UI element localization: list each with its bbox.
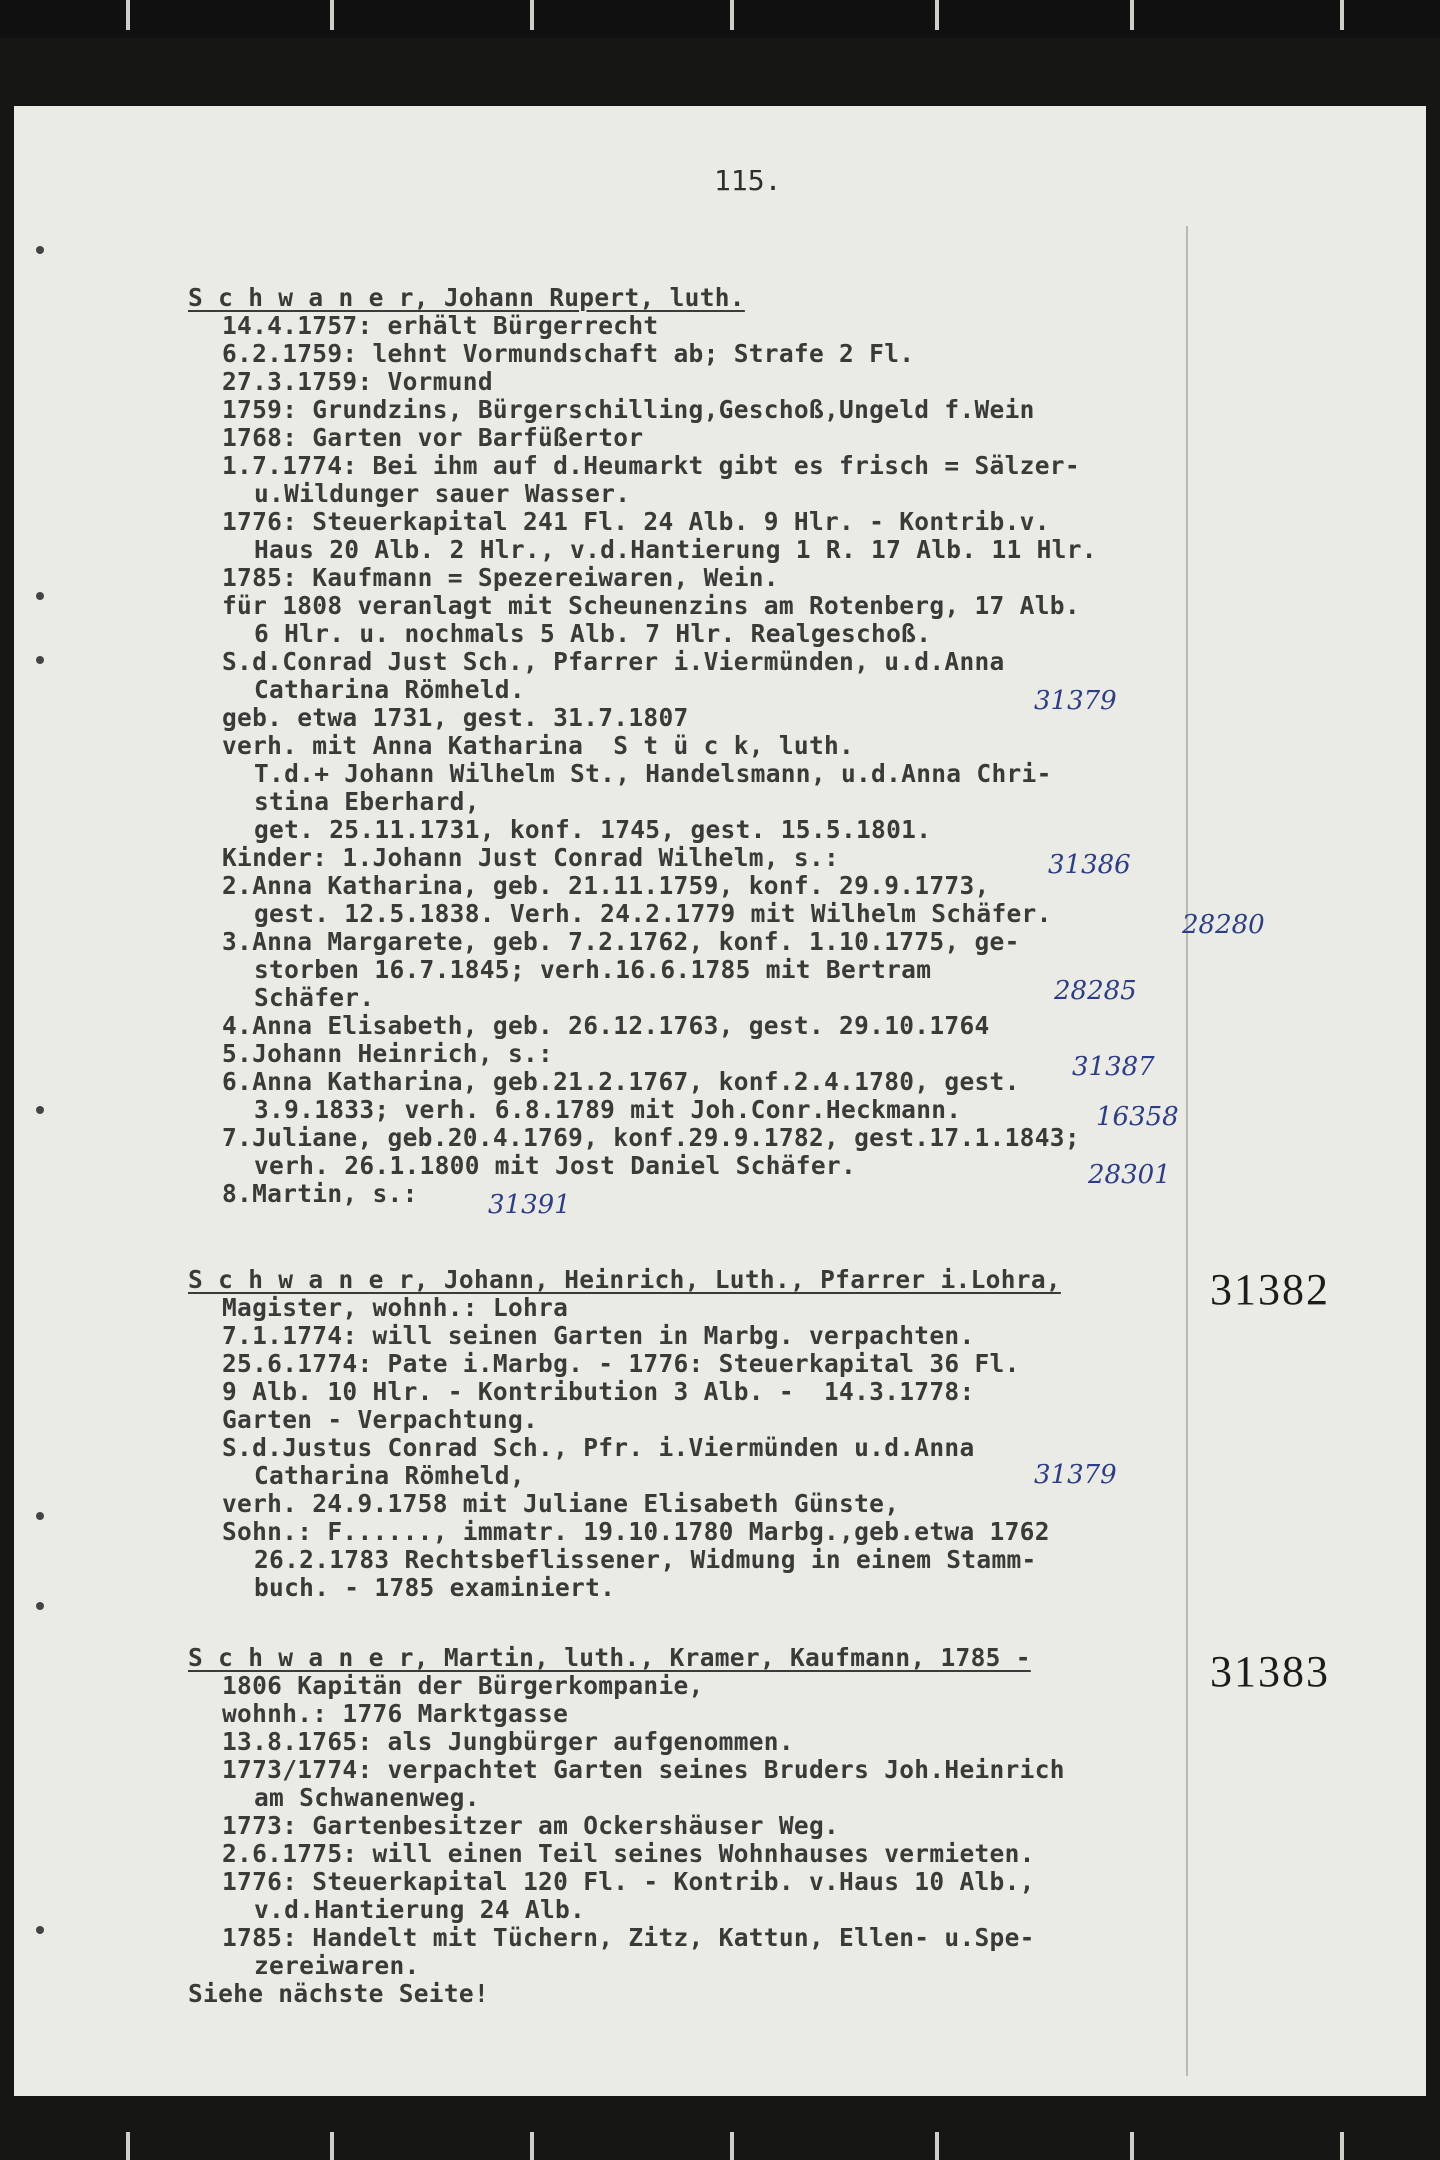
entry-line: get. 25.11.1731, konf. 1745, gest. 15.5.1801. — [254, 815, 932, 844]
hole-mark — [36, 1106, 44, 1114]
entry-line: 1768: Garten vor Barfüßertor — [222, 423, 644, 452]
entry-line: gest. 12.5.1838. Verh. 24.2.1779 mit Wilhelm Schäfer. — [254, 899, 1052, 928]
entry-line: Magister, wohnh.: Lohra — [222, 1293, 569, 1322]
entry-line: 2.Anna Katharina, geb. 21.11.1759, konf. 29.9.1773, — [222, 871, 990, 900]
ruler-tick — [730, 2132, 734, 2160]
entry-line: S.d.Conrad Just Sch., Pfarrer i.Viermünden, u.d.Anna — [222, 647, 1005, 676]
ruler-tick — [530, 2132, 534, 2160]
document-page — [14, 106, 1426, 2096]
entry-line: 1773: Gartenbesitzer am Ockershäuser Weg. — [222, 1811, 840, 1840]
entry-line: 6.Anna Katharina, geb.21.2.1767, konf.2.4.1780, gest. — [222, 1067, 1020, 1096]
entry-line: u.Wildunger sauer Wasser. — [254, 479, 631, 508]
entry-line: 1806 Kapitän der Bürgerkompanie, — [222, 1671, 704, 1700]
entry-line: 25.6.1774: Pate i.Marbg. - 1776: Steuerkapital 36 Fl. — [222, 1349, 1020, 1378]
page-number: 115. — [714, 164, 782, 197]
entry-line: Haus 20 Alb. 2 Hlr., v.d.Hantierung 1 R. 17 Alb. 11 Hlr. — [254, 535, 1097, 564]
hole-mark — [36, 592, 44, 600]
entry-line: 7.1.1774: will seinen Garten in Marbg. verpachten. — [222, 1321, 975, 1350]
handwritten-reference: 31379 — [1034, 686, 1117, 716]
ruler-tick — [330, 2132, 334, 2160]
entry-line: v.d.Hantierung 24 Alb. — [254, 1895, 586, 1924]
entry-line: am Schwanenweg. — [254, 1783, 480, 1812]
ruler-tick — [730, 0, 734, 30]
entry-line: Kinder: 1.Johann Just Conrad Wilhelm, s.: — [222, 843, 840, 872]
entry-line: 1785: Handelt mit Tüchern, Zitz, Kattun, Ellen- u.Spe- — [222, 1923, 1035, 1952]
handwritten-reference: 31387 — [1072, 1052, 1155, 1082]
entry-line: Catharina Römheld. — [254, 675, 525, 704]
entry-heading: S c h w a n e r, Johann Rupert, luth. — [188, 283, 745, 312]
ruler-tick — [935, 0, 939, 30]
handwritten-reference: 28301 — [1088, 1160, 1171, 1190]
entry-line: für 1808 veranlagt mit Scheunenzins am Rotenberg, 17 Alb. — [222, 591, 1080, 620]
scanner-strip-top — [0, 0, 1440, 38]
hole-mark — [36, 656, 44, 664]
hole-mark — [36, 1512, 44, 1520]
entry-line: buch. - 1785 examiniert. — [254, 1573, 616, 1602]
ruler-tick — [935, 2132, 939, 2160]
entry-line: 9 Alb. 10 Hlr. - Kontribution 3 Alb. - 14.3.1778: — [222, 1377, 975, 1406]
entry-number: 31383 — [1210, 1647, 1330, 1696]
hole-mark — [36, 1926, 44, 1934]
entry-line: 13.8.1765: als Jungbürger aufgenommen. — [222, 1727, 794, 1756]
entry-line: Garten - Verpachtung. — [222, 1405, 539, 1434]
entry-line: storben 16.7.1845; verh.16.6.1785 mit Bertram — [254, 955, 932, 984]
entry-line: 5.Johann Heinrich, s.: — [222, 1039, 554, 1068]
entry-line: 4.Anna Elisabeth, geb. 26.12.1763, gest. 29.10.1764 — [222, 1011, 990, 1040]
entry-line: Siehe nächste Seite! — [188, 1979, 490, 2008]
entry-line: 27.3.1759: Vormund — [222, 367, 493, 396]
ruler-tick — [1340, 2132, 1344, 2160]
entry-line: Sohn.: F......, immatr. 19.10.1780 Marbg.,geb.etwa 1762 — [222, 1517, 1050, 1546]
entry-line: 1776: Steuerkapital 120 Fl. - Kontrib. v.Haus 10 Alb., — [222, 1867, 1035, 1896]
entry-line: verh. mit Anna Katharina S t ü c k, luth. — [222, 731, 855, 760]
ruler-tick — [1130, 2132, 1134, 2160]
entry-line: S.d.Justus Conrad Sch., Pfr. i.Viermünden u.d.Anna — [222, 1433, 975, 1462]
entry-line: stina Eberhard, — [254, 787, 480, 816]
entry-line: 1776: Steuerkapital 241 Fl. 24 Alb. 9 Hlr. - Kontrib.v. — [222, 507, 1050, 536]
entry-line: 1759: Grundzins, Bürgerschilling,Geschoß,Ungeld f.Wein — [222, 395, 1035, 424]
entry-line: 26.2.1783 Rechtsbeflissener, Widmung in einem Stamm- — [254, 1545, 1037, 1574]
hole-mark — [36, 246, 44, 254]
entry-line: 8.Martin, s.: — [222, 1179, 418, 1208]
handwritten-reference: 31379 — [1034, 1460, 1117, 1490]
entry-line: Schäfer. — [254, 983, 375, 1012]
entry-heading: S c h w a n e r, Johann, Heinrich, Luth., Pfarrer i.Lohra, — [188, 1265, 1061, 1294]
entry-line: 14.4.1757: erhält Bürgerrecht — [222, 311, 659, 340]
entry-line: 6.2.1759: lehnt Vormundschaft ab; Strafe 2 Fl. — [222, 339, 915, 368]
entry-line: 3.Anna Margarete, geb. 7.2.1762, konf. 1.10.1775, ge- — [222, 927, 1020, 956]
handwritten-reference: 28285 — [1054, 976, 1137, 1006]
ruler-tick — [1130, 0, 1134, 30]
entry-line: Catharina Römheld, — [254, 1461, 525, 1490]
entry-line: 1785: Kaufmann = Spezereiwaren, Wein. — [222, 563, 779, 592]
handwritten-reference: 31391 — [488, 1190, 571, 1220]
entry-line: 2.6.1775: will einen Teil seines Wohnhauses vermieten. — [222, 1839, 1035, 1868]
entry-line: 1773/1774: verpachtet Garten seines Bruders Joh.Heinrich — [222, 1755, 1065, 1784]
margin-rule — [1186, 226, 1188, 2076]
ruler-tick — [126, 0, 130, 30]
ruler-tick — [1340, 0, 1344, 30]
hole-mark — [36, 1602, 44, 1610]
entry-line: zereiwaren. — [254, 1951, 420, 1980]
entry-heading: S c h w a n e r, Martin, luth., Kramer, Kaufmann, 1785 - — [188, 1643, 1031, 1672]
ruler-tick — [126, 2132, 130, 2160]
entry-line: 3.9.1833; verh. 6.8.1789 mit Joh.Conr.Heckmann. — [254, 1095, 962, 1124]
entry-line: 1.7.1774: Bei ihm auf d.Heumarkt gibt es frisch = Sälzer- — [222, 451, 1080, 480]
handwritten-reference: 28280 — [1182, 910, 1265, 940]
entry-line: T.d.+ Johann Wilhelm St., Handelsmann, u.d.Anna Chri- — [254, 759, 1052, 788]
ruler-tick — [530, 0, 534, 30]
entry-line: verh. 24.9.1758 mit Juliane Elisabeth Günste, — [222, 1489, 900, 1518]
entry-line: wohnh.: 1776 Marktgasse — [222, 1699, 569, 1728]
entry-line: 6 Hlr. u. nochmals 5 Alb. 7 Hlr. Realgeschoß. — [254, 619, 932, 648]
entry-line: verh. 26.1.1800 mit Jost Daniel Schäfer. — [254, 1151, 857, 1180]
entry-line: 7.Juliane, geb.20.4.1769, konf.29.9.1782, gest.17.1.1843; — [222, 1123, 1080, 1152]
handwritten-reference: 16358 — [1096, 1102, 1179, 1132]
handwritten-reference: 31386 — [1048, 850, 1131, 880]
entry-line: geb. etwa 1731, gest. 31.7.1807 — [222, 703, 689, 732]
ruler-tick — [330, 0, 334, 30]
entry-number: 31382 — [1210, 1265, 1330, 1314]
